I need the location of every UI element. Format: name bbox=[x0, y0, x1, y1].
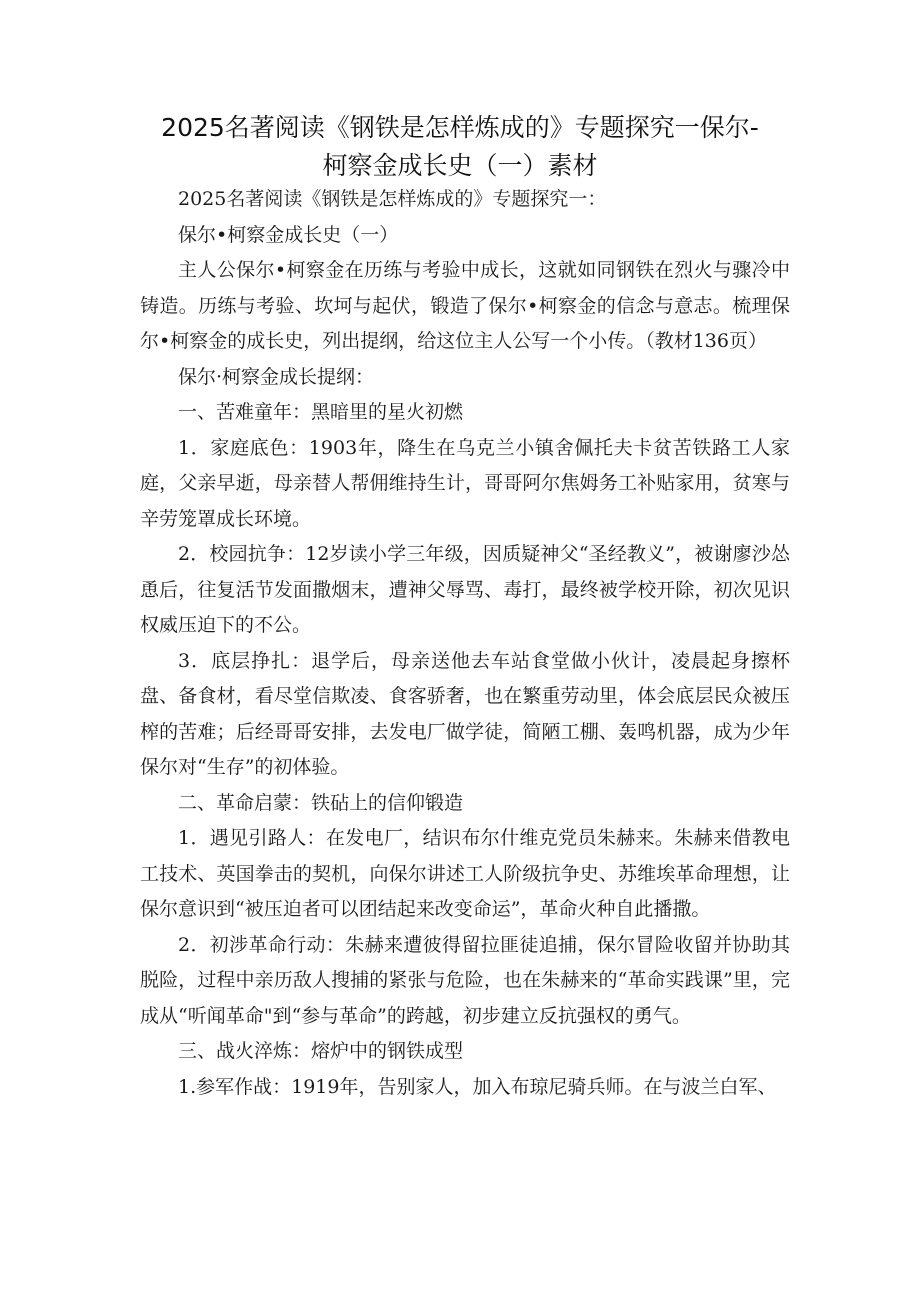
section-heading-1: 一、苦难童年：黑暗里的星火初燃 bbox=[178, 401, 464, 423]
document-title-line-1: 2025名著阅读《钢铁是怎样炼成的》专题探究一保尔- bbox=[161, 113, 759, 142]
list-item: 1．家庭底色：1903年，降生在乌克兰小镇舍佩托夫卡贫苦铁路工人家庭，父亲早逝，母亲替人帮佣维持生计，哥哥阿尔焦姆务工补贴家用，贫寒与辛劳笼罩成长环境。 bbox=[140, 436, 790, 530]
list-item: 1.参军作战：1919年，告别家人，加入布琼尼骑兵师。在与波兰白军、 bbox=[178, 1075, 777, 1098]
paragraph-intro: 主人公保尔•柯察金在历练与考验中成长，这就如同钢铁在烈火与骤冷中铸造。历练与考验、坎坷与起伏，锻造了保尔•柯察金的信念与意志。梳理保尔•柯察金的成长史，列出提纲，给这位主人公写一个小传。（教材136页） bbox=[140, 259, 790, 352]
section-heading-3: 三、战火淬炼：熔炉中的钢铁成型 bbox=[178, 1040, 464, 1062]
list-item: 2．初涉革命行动：朱赫来遭彼得留拉匪徒追捕，保尔冒险收留并协助其脱险，过程中亲历敌人搜捕的紧张与危险，也在朱赫来的“革命实践课”里，完成从“听闻革命"到“参与革命”的跨越，初步建立反抗强权的勇气。 bbox=[140, 933, 790, 1027]
paragraph-heading: 保尔•柯察金成长史（一） bbox=[178, 223, 399, 246]
list-item: 3．底层挣扎：退学后，母亲送他去车站食堂做小伙计，凌晨起身擦杯盘、备食材，看尽堂信欺凌、食客骄奢，也在繁重劳动里，体会底层民众被压榨的苦难；后经哥哥安排，去发电厂做学徒，简陋工棚、轰鸣机器，成为少年保尔对“生存”的初体验。 bbox=[140, 649, 790, 778]
list-item: 2．校园抗争：12岁读小学三年级，因质疑神父“圣经教义”，被谢廖沙怂恿后，往复活节发面撒烟末，遭神父辱骂、毒打，最终被学校开除，初次见识权威压迫下的不公。 bbox=[140, 543, 790, 636]
section-heading-2: 二、革命启蒙：铁砧上的信仰锻造 bbox=[178, 791, 464, 814]
paragraph-outline-label: 保尔·柯察金成长提纲： bbox=[178, 365, 375, 388]
paragraph-subtitle: 2025名著阅读《钢铁是怎样炼成的》专题探究一： bbox=[178, 188, 607, 210]
document-title-line-2: 柯察金成长史（一）素材 bbox=[322, 151, 598, 180]
list-item: 1．遇见引路人：在发电厂，结识布尔什维克党员朱赫来。朱赫来借教电工技术、英国拳击的契机，向保尔讲述工人阶级抗争史、苏维埃革命理想，让保尔意识到“被压迫者可以团结起来改变命运”，革命火种自此播撒。 bbox=[140, 827, 790, 920]
document-body bbox=[140, 182, 790, 1105]
